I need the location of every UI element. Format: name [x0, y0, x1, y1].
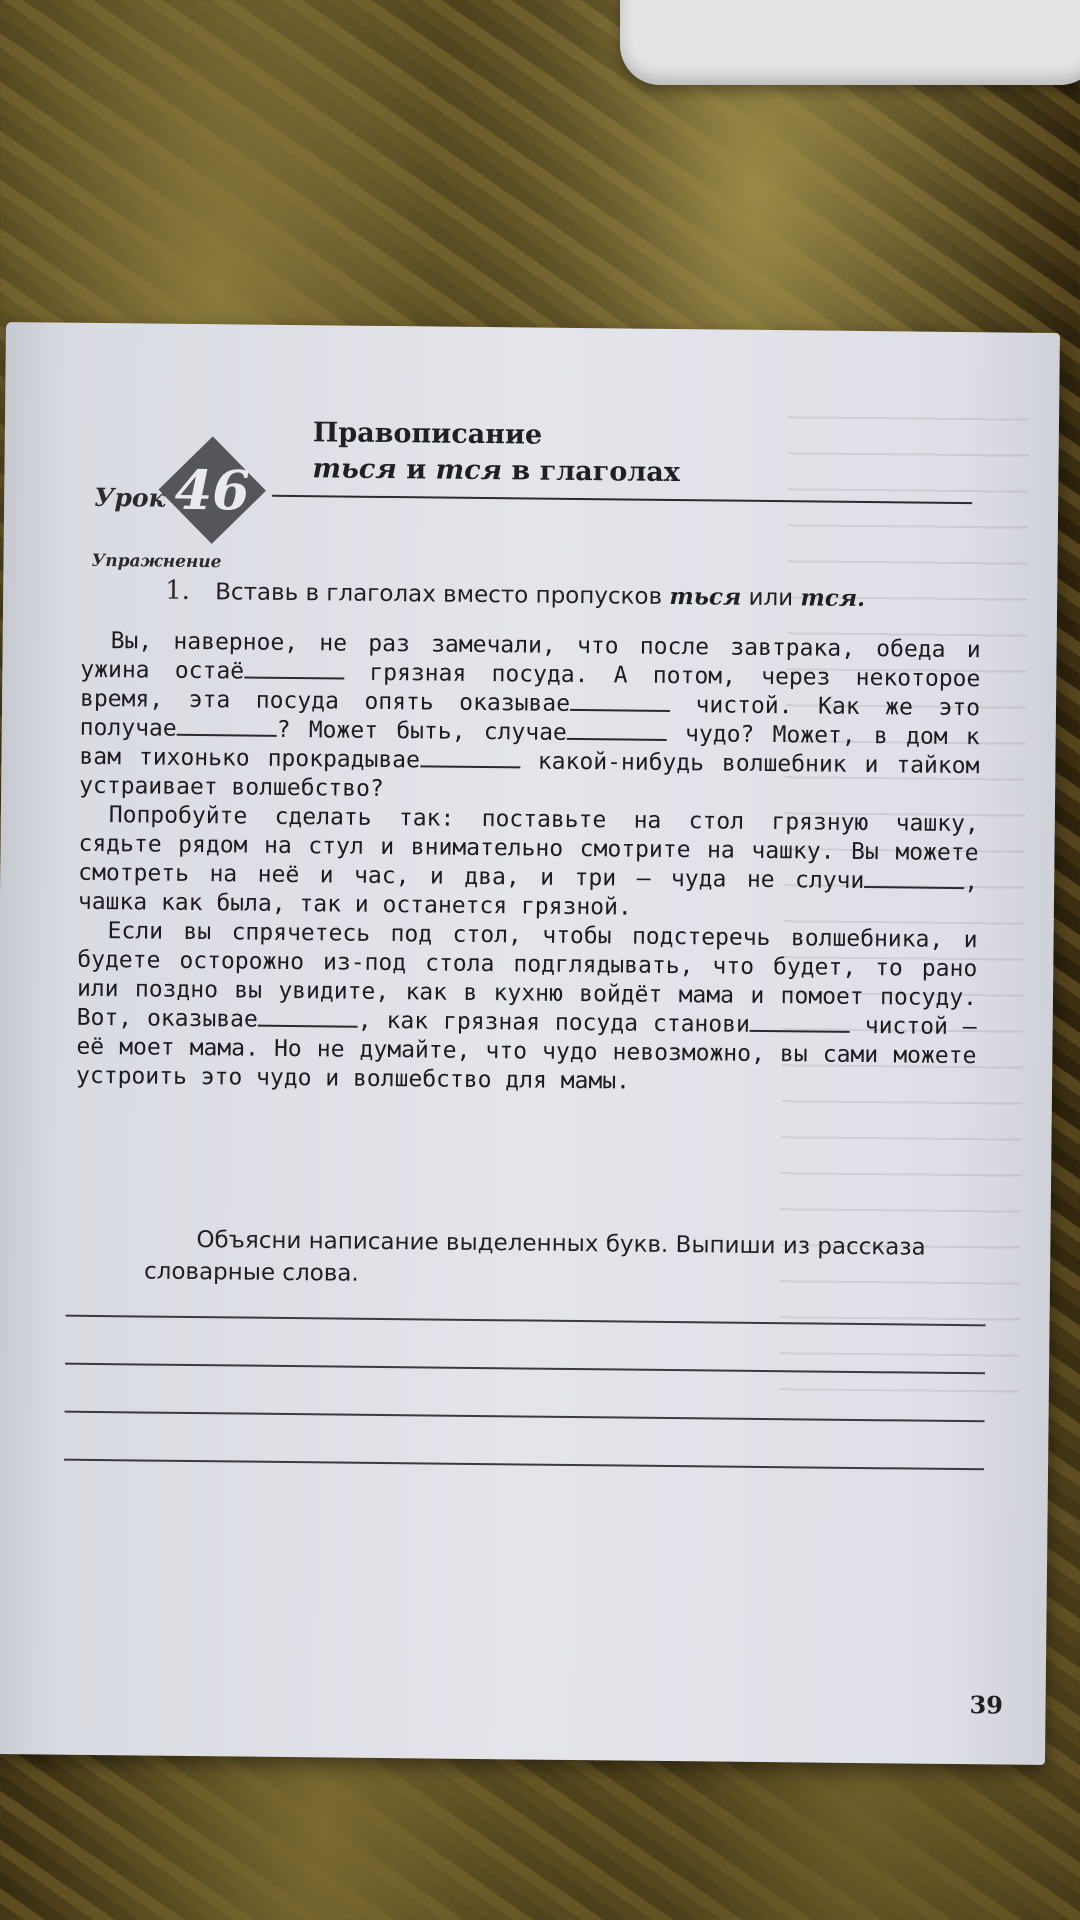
task-text: Объясни написание выделенных букв. Выпиши из рассказа словарные слова. — [143, 1227, 926, 1287]
instruction-tsya-soft: ться — [669, 582, 742, 611]
answer-line-4[interactable] — [64, 1459, 984, 1471]
workbook-page — [0, 322, 1060, 1765]
p3-text-3: чистой — её моет мама. Но не думайте, что чудо невозможно, вы сами можете устроить это чудо и волшебство для мамы. — [75, 1012, 977, 1095]
instruction-or: или — [741, 584, 801, 612]
page-number: 39 — [969, 1690, 1004, 1720]
p1-text-4: ? Может быть, случае — [276, 716, 567, 746]
lesson-title-line1: Правописание — [312, 417, 543, 451]
exercise-instruction — [215, 578, 865, 612]
exercise-label: Упражнение — [91, 550, 222, 573]
title-tsya: тся — [435, 454, 503, 487]
paragraph-1 — [79, 627, 981, 810]
lesson-title-line2 — [312, 453, 680, 488]
blank-6[interactable] — [864, 868, 964, 889]
p1-text-6: какой-нибудь волшебник и тайком устраивает волшебство? — [79, 748, 980, 802]
lesson-label: Урок — [94, 482, 166, 513]
exercise-number: 1. — [165, 575, 191, 606]
title-tsya-soft: ться — [312, 453, 397, 486]
title-in-verbs: в глаголах — [501, 455, 681, 489]
p3-text-2: , как грязная посуда станови — [357, 1007, 751, 1038]
title-and: и — [396, 454, 436, 486]
title-rule — [272, 495, 972, 504]
p1-text-2: грязная посуда. А потом, через некоторое время, эта посуда опять оказывае — [79, 659, 981, 717]
blank-1[interactable] — [244, 659, 344, 680]
p3-text-1: Если вы спрячетесь под стол, чтобы подстеречь волшебника, и будете осторожно из-под стола подглядывать, что будет, то рано или поздно вы увидите, как в кухню войдёт мама и помоет посуду. Вот, оказывае — [76, 918, 978, 1033]
blank-3[interactable] — [177, 716, 277, 737]
p1-text-3: чистой. Как же это получае — [79, 691, 981, 742]
paragraph-3 — [76, 917, 978, 1100]
blank-4[interactable] — [567, 720, 667, 741]
p2-text-2: , чашка как была, так и останется грязной. — [77, 869, 979, 921]
blank-5[interactable] — [420, 747, 520, 768]
paragraph-2 — [78, 801, 979, 926]
blank-8[interactable] — [750, 1012, 850, 1033]
p2-text-1: Попробуйте сделать так: поставьте на стол грязную чашку, сядьте рядом на стул и внимательно смотрите на чашку. Вы можете смотреть на неё и час, и два, и три — чуда не случи — [78, 802, 979, 895]
instruction-main: Вставь в глаголах вместо пропусков — [215, 579, 670, 610]
lesson-header — [4, 322, 1060, 553]
white-device — [620, 0, 1080, 85]
exercise-text — [76, 627, 981, 1100]
p1-text-1: Вы, наверное, не раз замечали, что после завтрака, обеда и ужина остаё — [80, 628, 981, 685]
blank-7[interactable] — [258, 1007, 358, 1028]
answer-line-3[interactable] — [65, 1411, 985, 1423]
blank-2[interactable] — [570, 691, 670, 712]
instruction-tsya: тся. — [800, 584, 866, 613]
p1-text-5: чудо? Может, в дом к вам тихонько прокрадывае — [79, 720, 980, 774]
lesson-number: 46 — [174, 457, 251, 523]
